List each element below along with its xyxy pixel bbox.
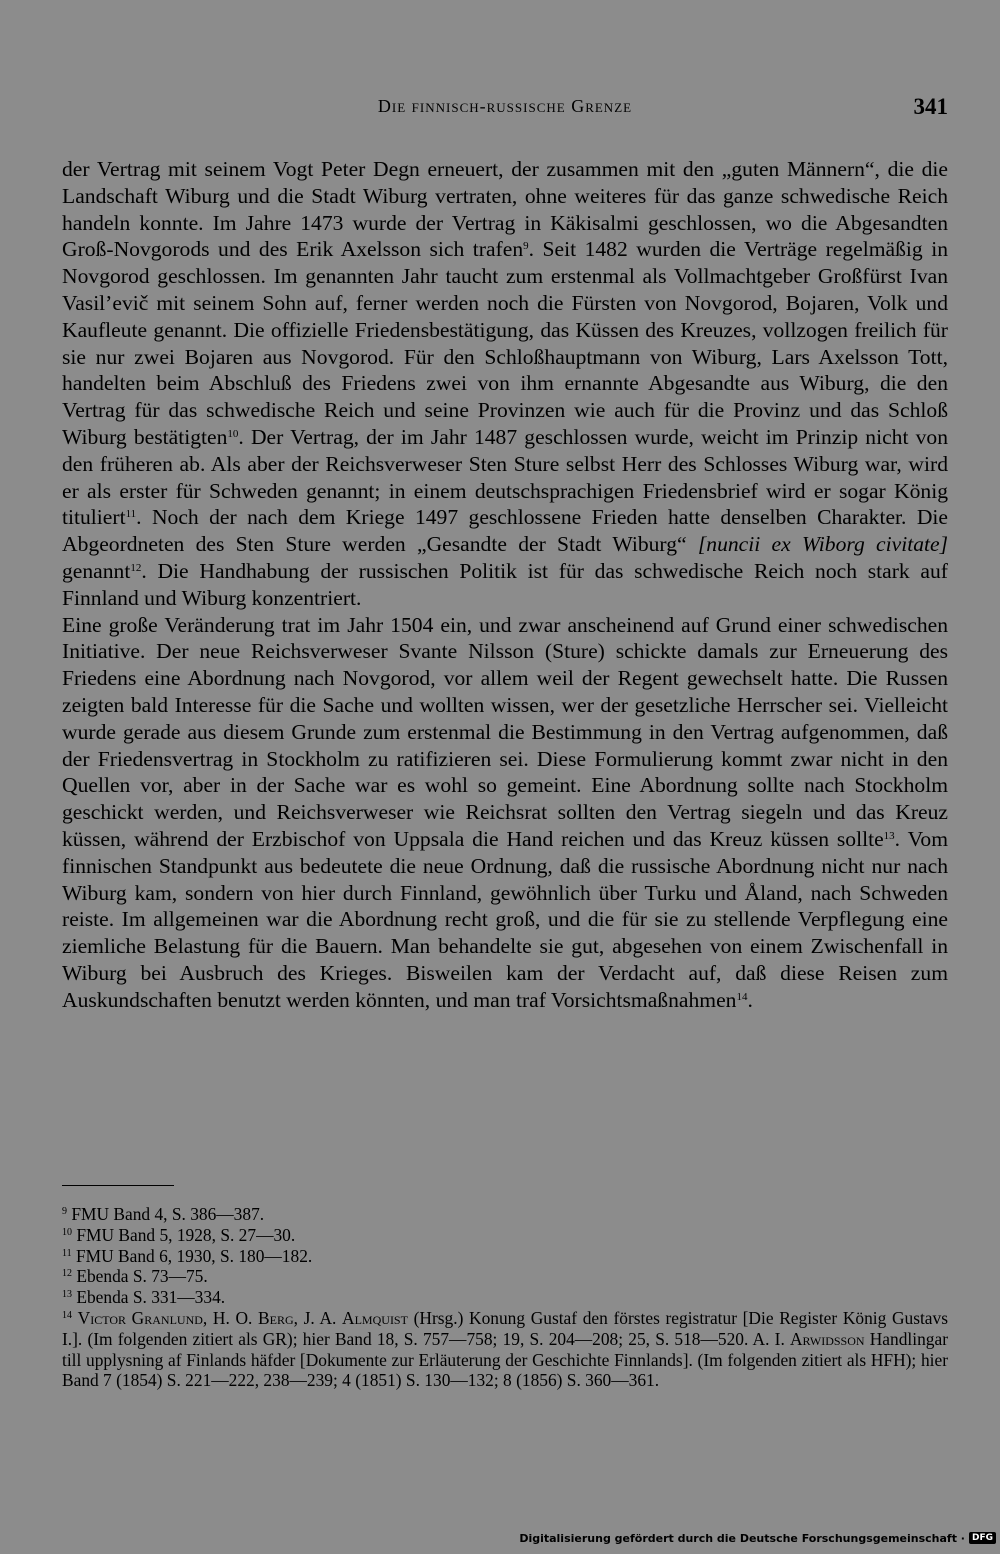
footnote-number: 10: [62, 1226, 72, 1238]
author-name: Almquist: [342, 1307, 408, 1328]
footnote-ref-13[interactable]: 13: [883, 829, 895, 842]
footnote-number: 13: [62, 1289, 72, 1301]
author-name: Berg: [258, 1307, 294, 1328]
footnote-number: 12: [62, 1268, 72, 1280]
paragraph-1: [62, 156, 948, 612]
text-run: . Die Handhabung der russischen Politik ist für das schwedische Reich noch stark auf Finnland und Wiburg konzentriert.: [62, 558, 948, 610]
footnote-number: 14: [62, 1309, 72, 1321]
footnote-text: , H. O.: [202, 1307, 259, 1328]
page-header: [62, 94, 948, 124]
footnote-text: Handlingar till upplysning af Finlands häfder [Dokumente zur Erläuterung der Geschichte Finnlands]. (Im folgenden zitiert als HFH); hier Band 7 (1854) S. 221—222, 238—239; 4 (1851) S. 130—132; 8 (1856) S. 360—361.: [62, 1328, 948, 1391]
paragraph-2: [62, 612, 948, 1014]
footnote-ref-9[interactable]: 9: [523, 240, 529, 253]
text-run: . Der Vertrag, der im Jahr 1487 geschlossen wurde, weicht im Prinzip nicht von den früheren ab. Als aber der Reichsverweser Sten Sture selbst Herr des Schlosses Wiburg war, wird er als erster für Schweden genannt; in einem deutschsprachigen Friedensbrief wird er sogar König tituliert: [62, 424, 948, 530]
footnote-ref-11[interactable]: 11: [125, 508, 137, 521]
footnote-text: FMU Band 4, S. 386—387.: [67, 1204, 265, 1224]
text-run: Eine große Veränderung trat im Jahr 1504 ein, und zwar anscheinend auf Grund einer schwedischen Initiative. Der neue Reichsverweser Svante Nilsson (Sture) schickte damals zur Erneuerung des Friedens eine Abordnung nach Novgorod, vor allem weil der Regent gewechselt hatte. Die Russen zeigten bald Interesse für die Sache und wollten wissen, wer der gesetzliche Herrscher sei. Vielleicht wurde gerade aus diesem Grunde zum erstenmal die Bestimmung in den Vertrag aufgenommen, daß der Friedensvertrag in Stockholm zu ratifizieren sei. Diese Formulierung kommt zwar nicht in den Quellen vor, aber in der Sache war es wohl so gemeint. Eine Abordnung sollte nach Stockholm geschickt werden, und Reichsverweser wie Reichsrat sollten den Vertrag siegeln und das Kreuz küssen, während der Erzbischof von Uppsala die Hand reichen und das Kreuz küssen sollte: [62, 612, 948, 851]
footnote-12: [62, 1266, 948, 1287]
footnote-text: Ebenda S. 331—334.: [72, 1287, 226, 1308]
footnote-ref-12[interactable]: 12: [130, 561, 142, 574]
footnotes: [62, 1204, 948, 1391]
dfg-logo-icon: DFG: [969, 1532, 996, 1544]
digitization-credit: [519, 1530, 996, 1546]
footnote-11: [62, 1246, 948, 1267]
text-run: genannt: [62, 558, 131, 583]
footnote-text: (Hrsg.) Konung Gustaf den förstes registratur [Die Register König Gustavs I.]. (Im folgenden zitiert als GR); hier Band 18, S. 757—758; 19, S. 204—208; 25, S. 518—520. A. I.: [62, 1307, 948, 1349]
text-run: der Vertrag mit seinem Vogt Peter Degn erneuert, der zusammen mit den „guten Männern“, die die Landschaft Wiburg und die Stadt Wiburg vertraten, ohne weiteres für das ganze schwedische Reich handeln konnte. Im Jahre 1473 wurde der Vertrag in Käkisalmi geschlossen, wo die Abgesandten Groß-Novgorods und des Erik Axelsson sich trafen: [62, 157, 948, 262]
footnote-number: 9: [62, 1206, 67, 1217]
footnote-ref-10[interactable]: 10: [227, 427, 239, 440]
footnote-13: [62, 1287, 948, 1308]
footnote-ref-14[interactable]: 14: [736, 990, 748, 1003]
text-run: . Noch der nach dem Kriege 1497 geschlossene Frieden hatte denselben Charakter. Die Abgeordneten des Sten Sture werden „Gesandte der Stadt Wiburg“: [62, 505, 948, 557]
text-run: . Vom finnischen Standpunkt aus bedeutete die neue Ordnung, daß die russische Abordnung nicht nur nach Wiburg kam, sondern von hier durch Finnland, gewöhnlich über Turku und Åland, nach Schweden reiste. Im allgemeinen war die Abordnung recht groß, und die für sie zu stellende Verpflegung eine ziemliche Belastung für die Bauern. Man behandelte sie gut, abgesehen von einem Zwischenfall in Wiburg bei Ausbruch des Krieges. Bisweilen kam der Verdacht auf, daß diese Reisen zum Auskundschaften benutzt werden könnten, und man traf Vorsichtsmaßnahmen: [62, 826, 948, 1012]
credit-text: Digitalisierung gefördert durch die Deutsche Forschungsgemeinschaft ·: [519, 1531, 965, 1545]
footnote-14: [62, 1308, 948, 1391]
author-name: Victor Granlund: [77, 1307, 203, 1328]
body-text: [62, 156, 948, 1014]
running-title: Die finnisch-russische Grenze: [377, 96, 633, 116]
text-run: .: [747, 987, 753, 1012]
latin-quote: [nuncii ex Wiborg civitate]: [697, 532, 948, 557]
footnote-text: , J. A.: [293, 1307, 343, 1328]
author-name: Arwidsson: [789, 1328, 865, 1349]
footnote-number: 11: [62, 1247, 72, 1259]
footnote-10: [62, 1225, 948, 1246]
page-number: 341: [913, 94, 948, 119]
footnote-text: FMU Band 6, 1930, S. 180—182.: [71, 1245, 313, 1266]
footnote-9: [62, 1204, 948, 1225]
footnote-text: FMU Band 5, 1928, S. 27—30.: [72, 1224, 296, 1245]
footnote-divider: [62, 1185, 174, 1186]
footnote-text: Ebenda S. 73—75.: [72, 1266, 208, 1287]
text-run: . Seit 1482 wurden die Verträge regelmäßig in Novgorod geschlossen. Im genannten Jahr taucht zum erstenmal als Vollmachtgeber Großfürst Ivan Vasil’evič mit seinem Sohn auf, ferner werden noch die Fürsten von Novgorod, Bojaren, Volk und Kaufleute genannt. Die offizielle Friedensbestätigung, das Küssen des Kreuzes, vollzogen freilich für sie nur zwei Bojaren aus Novgorod. Für den Schloßhauptmann von Wiburg, Lars Axelsson Tott, handelten beim Abschluß des Friedens zwei von ihm ernannte Abgesandte aus Wiburg, die den Vertrag für das schwedische Reich und seine Provinzen wie auch für die Provinz und das Schloß Wiburg bestätigten: [62, 237, 948, 449]
